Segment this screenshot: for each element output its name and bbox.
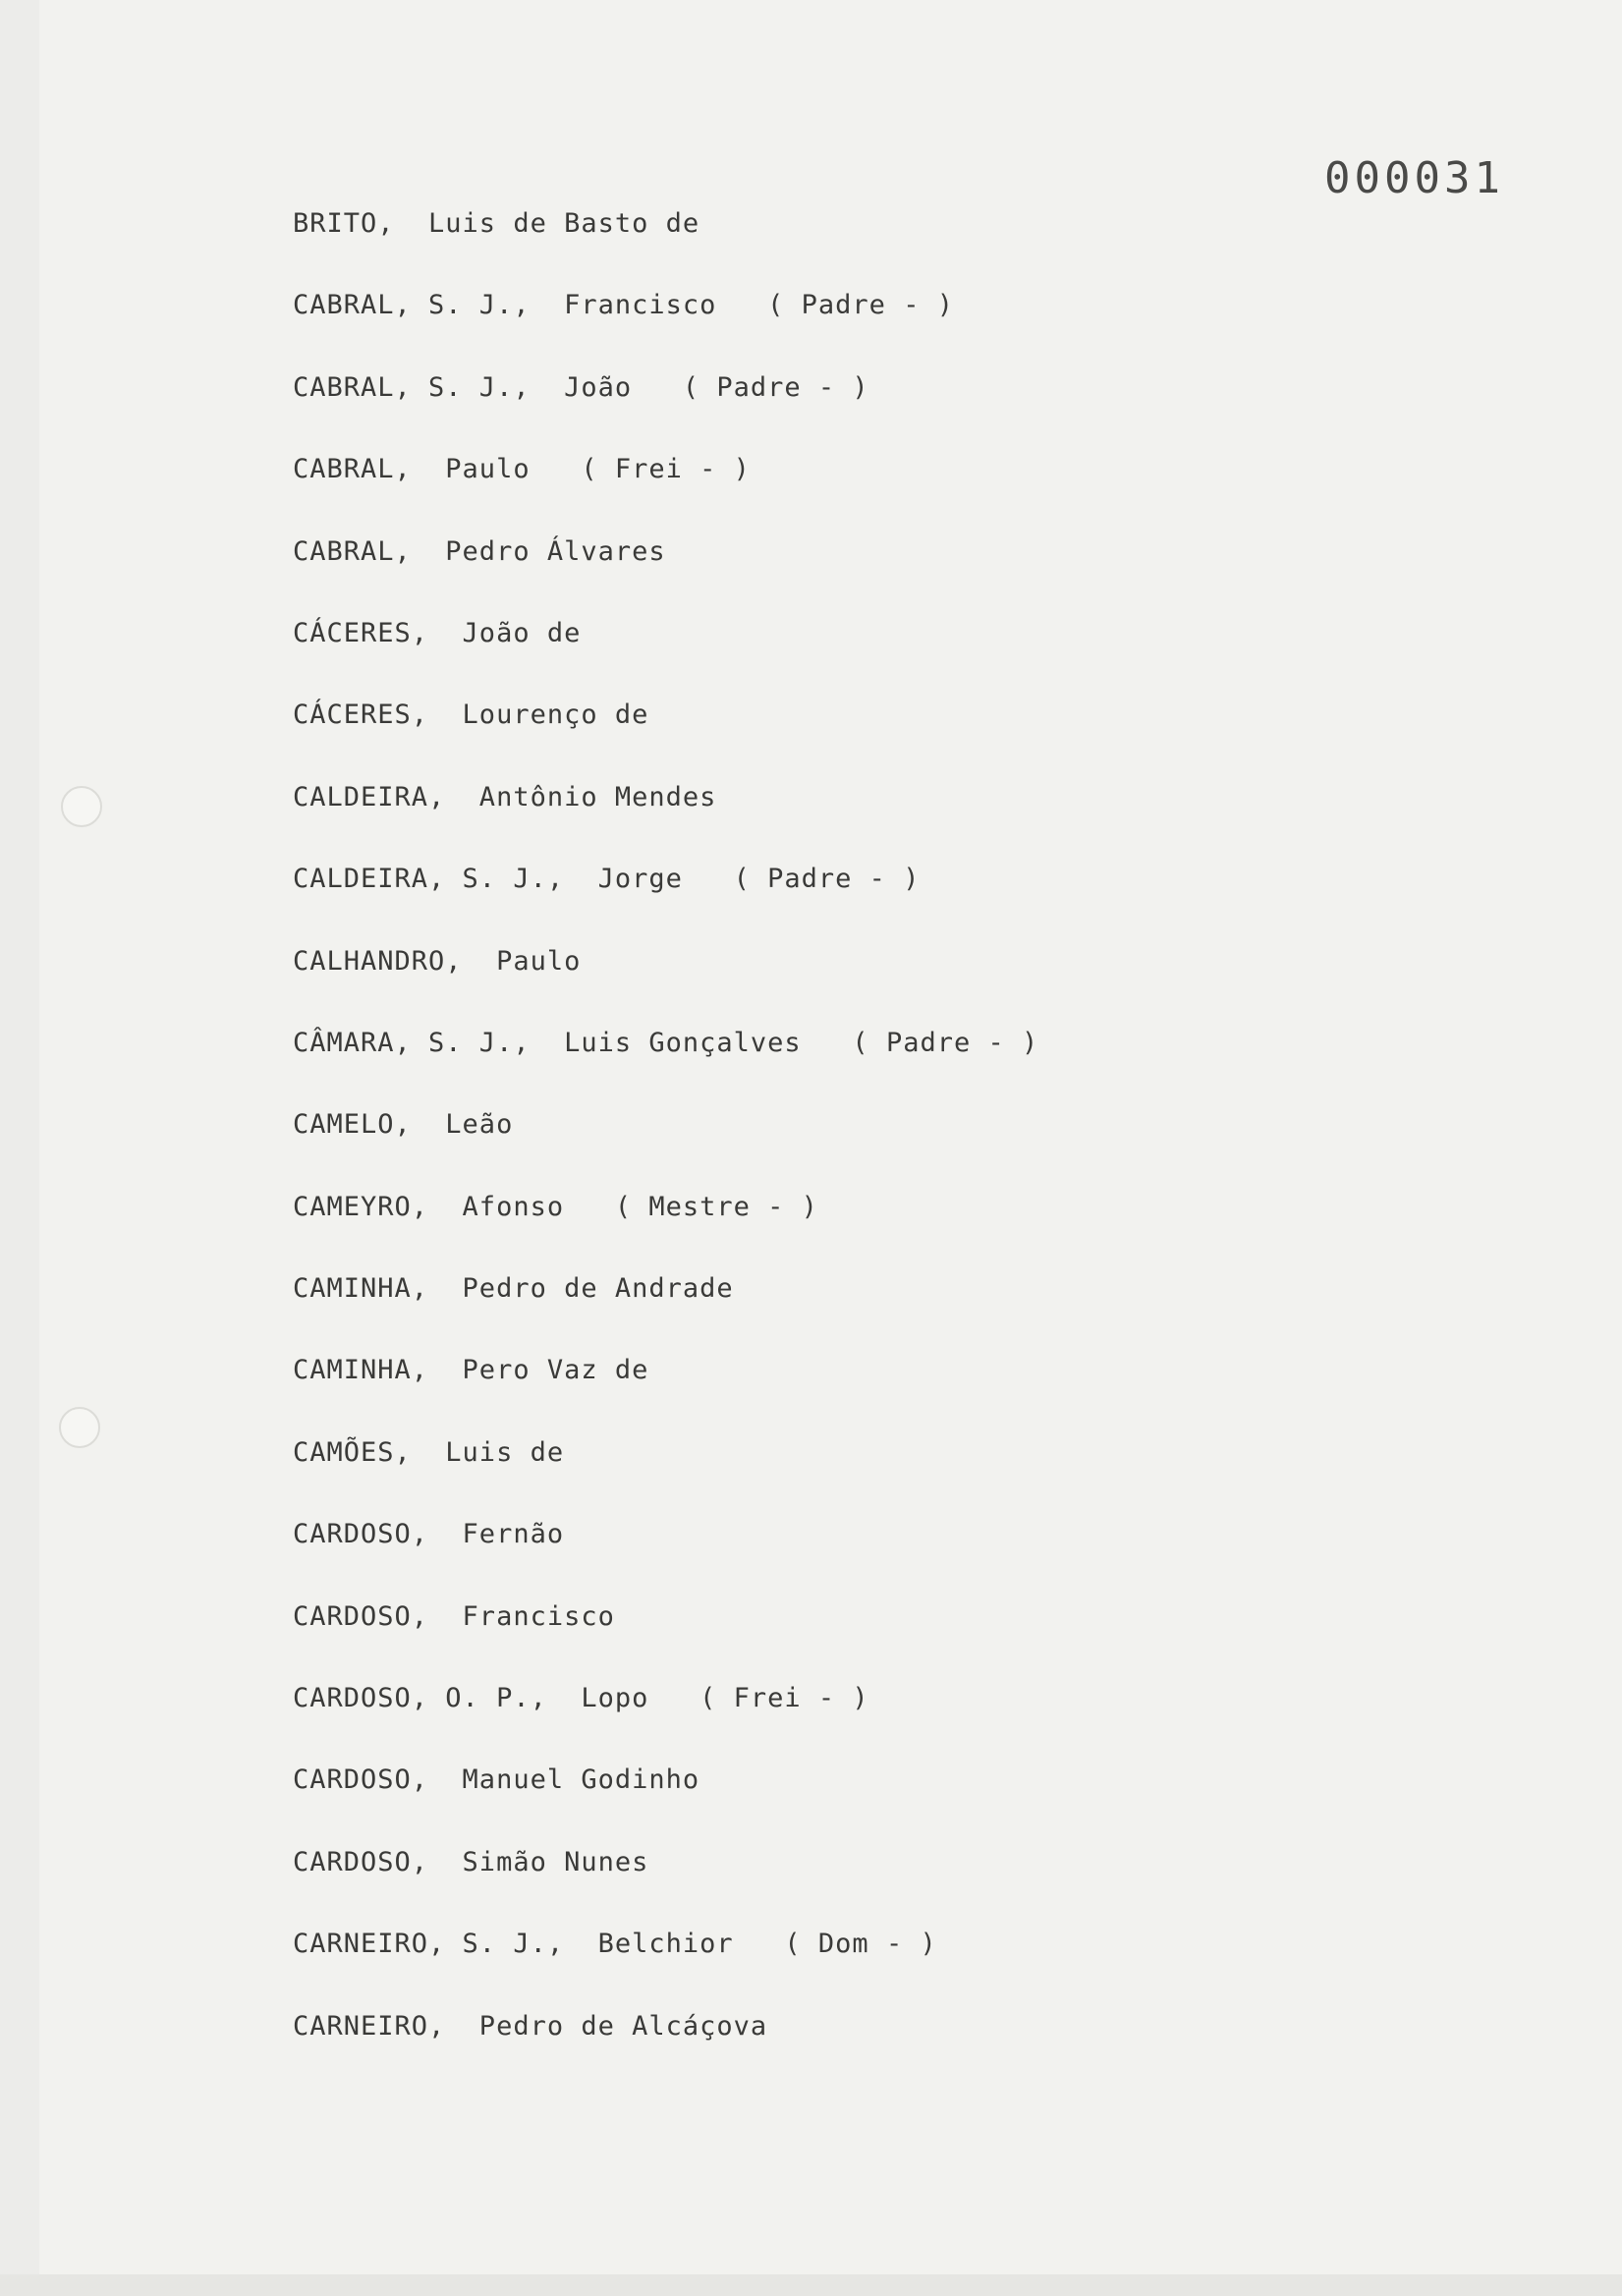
scan-edge xyxy=(0,2274,1622,2296)
name-list xyxy=(293,204,1038,2089)
list-item: BRITO, Luis de Basto de xyxy=(293,208,700,239)
list-item: CAMÕES, Luis de xyxy=(293,1436,565,1468)
list-item: CARNEIRO, S. J., Belchior ( Dom - ) xyxy=(293,1929,937,1960)
list-item: CAMINHA, Pedro de Andrade xyxy=(293,1273,734,1305)
list-item: CARDOSO, Manuel Godinho xyxy=(293,1764,700,1796)
list-item: CABRAL, S. J., João ( Padre - ) xyxy=(293,371,869,403)
list-item: CAMELO, Leão xyxy=(293,1109,514,1141)
list-item: CALDEIRA, S. J., Jorge ( Padre - ) xyxy=(293,864,921,895)
list-item: CÂMARA, S. J., Luis Gonçalves ( Padre - ) xyxy=(293,1027,1039,1058)
list-item: CÁCERES, Lourenço de xyxy=(293,700,649,731)
list-item: CABRAL, S. J., Francisco ( Padre - ) xyxy=(293,290,954,321)
list-item: CARDOSO, Simão Nunes xyxy=(293,1846,649,1877)
scan-margin xyxy=(0,0,39,2296)
list-item: CARNEIRO, Pedro de Alcáçova xyxy=(293,2010,768,2042)
list-item: CABRAL, Pedro Álvares xyxy=(293,535,666,567)
list-item: CAMINHA, Pero Vaz de xyxy=(293,1355,649,1386)
list-item: CARDOSO, Francisco xyxy=(293,1600,615,1632)
list-item: CALDEIRA, Antônio Mendes xyxy=(293,781,717,812)
list-item: CARDOSO, Fernão xyxy=(293,1519,565,1550)
punch-hole xyxy=(61,786,102,827)
list-item: CALHANDRO, Paulo xyxy=(293,945,582,977)
page-number: 000031 xyxy=(1324,153,1504,203)
list-item: CÁCERES, João de xyxy=(293,617,582,648)
list-item: CAMEYRO, Afonso ( Mestre - ) xyxy=(293,1191,818,1222)
punch-hole xyxy=(59,1407,100,1448)
list-item: CABRAL, Paulo ( Frei - ) xyxy=(293,454,751,485)
list-item: CARDOSO, O. P., Lopo ( Frei - ) xyxy=(293,1683,869,1714)
